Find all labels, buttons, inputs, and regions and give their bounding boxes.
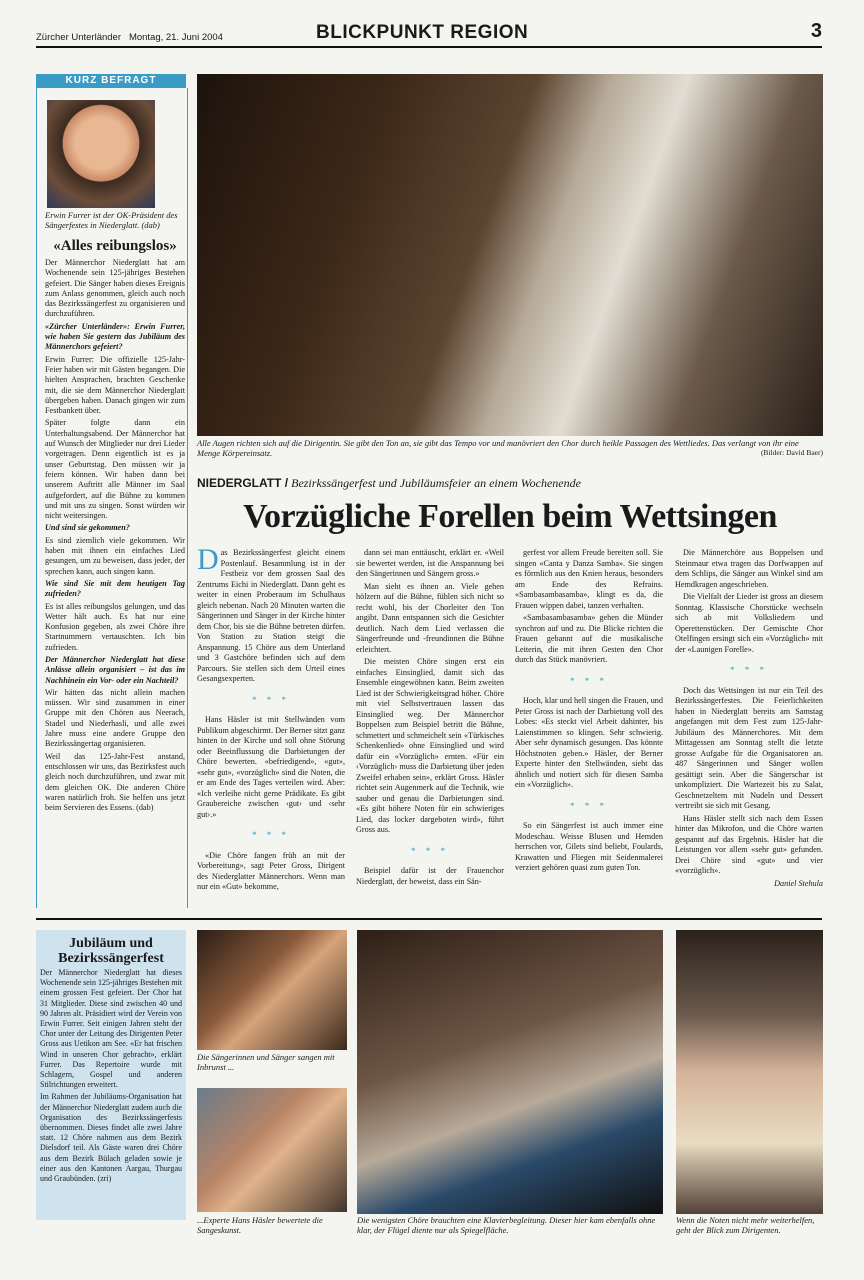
article-col-4 <box>675 548 823 891</box>
interview-answer: Es sind ziemlich viele gekommen. Wir haben mit ihnen ein einfaches Lied gesungen, um zu beweisen, dass jeder, der sprechen kann, auch singen kann. <box>45 535 185 576</box>
article-col-1: Das Bezirkssängerfest gleicht einem Postenlauf. Besammlung ist in der Festbeiz vor dem grossen Saal des Zentrums Eichi in Niederglatt. Dann geht es weiter in einen Proberaum im Schulhaus gleich nebenan. Nach 20 Minuten warten die Sängerinnen und Sänger in der Kirche hinter dem Chor, bis sie die Bühne betreten dürfen. Von Station zu Station steigt die Anspannung. 15 Chöre aus dem Unterland und 3 Gastchöre befinden sich auf dem Parcours. Sie stellen sich dem Urteil eines Gesangsexperten. * * * Hans Häsler ist mit Stellwänden vom Publikum abgeschirmt. Der Berner sitzt ganz hinten in der Kirche und soll ohne Störung oder Beeinflussung die Darbietungen der Chöre bewerten. «befriedigend», «gut», «sehr gut», «vorzüglich» sind die Noten, die er am Ende des Tages verteilen wird. Aber: «Ich verleihe nicht gerne Prädikate. Es gibt Graubereiche zwischen ‹gut› und ‹sehr gut›.» * * * «Die Chöre fangen früh an mit der Vorbereitung», sagt Peter Gross, Dirigent des Niederglatter Männerchors. Wenn man nur ein «Gut» bekomme, <box>197 543 345 891</box>
article-paragraph: «Sambasambasamba» gehen die Münder synchron auf und zu. Die Blicke richten die Frauen gebannt auf die musikalische Leiterin, die mit ihren Gesten den Chor durch das Stück manövriert. <box>515 613 663 664</box>
section-separator <box>36 918 822 920</box>
article-paragraph: Die meisten Chöre singen erst ein einfaches Einsinglied, damit sich das Ensemble eingewöhnen kann. Beim zweiten Lied ist der Schwierigkeitsgrad höher. Chöre mit viel Selbstvertrauen lassen das Einsinglied weg. Der Männerchor Boppelsen zum Beispiel betritt die Bühne, schmettert und schmeichelt sein «Türkisches Schenkenlied» ohne Einsinglied und wird dafür ein «Vorzüglich» ernten. «Für ein ‹Vorzüglich› muss die Darbietung über jeden Zweifel erhaben sein», erklärt Gross. Häsler richtet sein Augenmerk auf die Technik, wie sauber und genau die Darbietungen sind. «Es gibt höhere Noten für ein schwieriges Lied, das locker dargeboten wird», führt Gross aus. <box>356 657 504 834</box>
expert-photo <box>197 1088 347 1212</box>
jubilaeum-box <box>36 930 186 1220</box>
jubilaeum-body <box>36 968 186 1184</box>
interview-title: «Alles reibungslos» <box>53 238 177 254</box>
article-col-3 <box>515 548 663 876</box>
main-photo-caption: Alle Augen richten sich auf die Dirigentin. Sie gibt den Ton an, sie gibt das Tempo vor und manövriert den Chor durch heikle Passagen des Wettliedes. Das verlangt von ihr eine Menge Körpereinsatz. (Bilder: David Baer) <box>197 438 823 458</box>
interview-answer: Der Männerchor Niederglatt hat am Wochenende sein 125-jähriges Bestehen gefeiert. Die Sänger haben dieses Ereignis zum Anlass genommen, gleich auch noch das Bezirkssängerfest zu organisieren und durchzuführen. <box>45 258 185 319</box>
interview-question: Und sind sie gekommen? <box>45 523 130 533</box>
expert-caption: ...Experte Hans Häsler bewertete die Sangeskunst. <box>197 1215 323 1235</box>
kurz-befragt-label: KURZ BEFRAGT <box>36 74 186 88</box>
article-paragraph: So ein Sängerfest ist auch immer eine Modeschau. Weisse Blusen und Hemden herrschen vor, Gilets sind beliebt, Foulards, Krawatten und Fliegen mit Seidenmalerei verziert gehören quasi zum guten Ton. <box>515 821 663 872</box>
article-paragraph: Hans Häsler stellt sich nach dem Essen hinter das Mikrofon, und die Chöre warten gespannt auf das Ergebnis. Häsler hat die Leistungen vor allem «sehr gut» gefunden. Drei Chöre sind «gut» und vier «vorzüglich». <box>675 813 823 875</box>
article-paragraph: gerfest vor allem Freude bereiten soll. Sie singen «Canta y Danza Samba». Sie singen es förmlich aus den Knien heraus, besonders am Ende des Refrains. «Sambasambasamba», klingt es da, die Frauen wippen dabei, tanzen verhalten. <box>515 548 663 610</box>
interview-question: Wie sind Sie mit dem heutigen Tag zufrieden? <box>45 578 185 599</box>
headline: Vorzügliche Forellen beim Wettsingen <box>243 498 777 535</box>
section-title: BLICKPUNKT REGION <box>316 22 529 43</box>
portrait-caption: Erwin Furrer ist der OK-Präsident des Sängerfestes in Niederglatt. (dab) <box>45 210 178 230</box>
page-number: 3 <box>810 20 822 42</box>
jubilaeum-title: Jubiläum und Bezirkssängerfest <box>58 936 164 966</box>
interview-answer: Später folgte dann ein Unterhaltungsabend. Der Männerchor hat auf Wunsch der Mitglieder nur drei Lieder vorgetragen. Denn eigentlich ist es ja unser Geburtstag. Den müssen wir ja feiern können. Wir haben dann bei unserem Auftritt alle Männer im Saal aufgefordert, auf die Bühne zu kommen und mit uns zu singen. Sonst würden wir nicht weitersingen. <box>45 418 185 521</box>
interview-body <box>45 258 185 815</box>
stage-photo <box>357 930 663 1214</box>
source-date: Zürcher Unterländer Montag, 21. Juni 2004 <box>36 32 223 43</box>
interview-answer: Weil das 125-Jahr-Fest anstand, entschlossen wir uns, das Bezirksfest auch gleich noch durchzuführen, und zwar mit dem gleichen OK. Die anderen Chöre waren natürlich froh. Sie helfen uns jetzt beim Servieren des Essens. (dab) <box>45 751 185 813</box>
singers-caption: Die Sängerinnen und Sänger sangen mit Inbrunst ... <box>197 1052 335 1072</box>
article-paragraph: Beispiel dafür ist der Frauenchor Niederglatt, der beweist, dass ein Sän- <box>356 866 504 886</box>
kicker: NIEDERGLATT / Bezirkssängerfest und Jubiläumsfeier an einem Wochenende <box>197 476 581 490</box>
article-paragraph: Man sieht es ihnen an. Viele gehen hölzern auf die Bühne, fühlen sich nicht so recht wohl, bis der Chorleiter den Ton angibt. Dann entspannen sich die Gesichter deutlich. Nach dem Lied verlassen die Sängerfreunde und -freundinnen die Bühne erleichtert. <box>356 581 504 654</box>
article-paragraph: Doch das Wettsingen ist nur ein Teil des Bezirkssängerfestes. Die Feierlichkeiten haben in Niederglatt bereits am Samstag angefangen mit dem Fest zum 125-Jahr-Jubiläum des Männerchores. Mit dem Mittagessen am Sonntag stellt die letzte grosse Aufgabe für die Organisatoren an. 487 Sängerinnen und Sänger wollen gesättigt sein. Aber die Sängerschar ist unkompliziert. Die Wartezeit bis zu Salat, Geschnetzeltem mit Nudeln und Dessert vertreibt sie sich mit Gesang. <box>675 685 823 810</box>
interview-answer: Es ist alles reibungslos gelungen, und das Wetter hält auch. Es hat nur eine Konfusion gegeben, als zwei Chöre ihre Startnummern vertauschten. Ich bin zufrieden. <box>45 601 185 652</box>
interview-answer: Erwin Furrer: Die offizielle 125-Jahr-Feier haben wir mit Gästen begangen. Die hielten Ansprachen, brachten Geschenke mit, die sie dem Männerchor Niederglatt übergeben haben. Danach gingen wir zum Festbankett über. <box>45 354 185 416</box>
stage-caption: Die wenigsten Chöre brauchten eine Klavierbegleitung. Dieser hier kam ebenfalls ohne klar, der Flügel diente nur als Spiegelfläche. <box>357 1215 656 1235</box>
separator-stars: * * * <box>411 845 449 856</box>
singers-photo <box>197 930 347 1050</box>
interview-question: «Zürcher Unterländer»: Erwin Furrer, wie haben Sie gestern das Jubiläum des Männerchors gefeiert? <box>45 321 185 352</box>
page-header <box>36 18 822 48</box>
jubilaeum-paragraph: Im Rahmen der Jubiläums-Organisation hat der Männerchor Niederglatt zudem auch die Organisation des Bezirkssängerfests übernommen. Dieses findet alle zwei Jahre statt. 12 Chöre nahmen aus dem Bezirk Dielsdorf teil. Als Gäste waren drei Chöre aus dem Bezirk Bülach geladen sowie je einer aus den Kantonen Aargau, Thurgau und Graubünden. (zri) <box>40 1092 182 1184</box>
interview-question: Der Männerchor Niederglatt hat diese Anlässe allein organisiert – ist das im Nachhinein ein Vor- oder ein Nachteil? <box>45 654 185 685</box>
jubilaeum-paragraph: Der Männerchor Niederglatt hat dieses Wochenende sein 125-jähriges Bestehen mit einem grossen Fest gefeiert. Der Chor hat 31 Mitglieder. Diese sind zwischen 40 und 90 Jahren alt. Präsidiert wird der Verein von Erwin Furrer. Seit einigen Jahren steht der Chor unter der Leitung des Dirigenten Peter Gross aus Uetikon am See. «Er hat frischen Wind in unseren Chor gebracht», erklärt Furrer. Das Repertoire wurde mit Schlagern, Gospel und anderen Stilrichtungen erweitert. <box>40 968 182 1090</box>
article-body <box>197 543 823 908</box>
old-singer-photo <box>676 930 823 1214</box>
choir-main-photo <box>197 74 823 436</box>
byline: Daniel Stehula <box>774 878 823 888</box>
separator-stars: * * * <box>730 665 768 675</box>
separator-stars: * * * <box>570 800 608 811</box>
old-singer-caption: Wenn die Noten nicht mehr weiterhelfen, geht der Blick zum Dirigenten. <box>676 1215 815 1235</box>
separator-stars: * * * <box>570 675 608 686</box>
article-paragraph: Die Vielfalt der Lieder ist gross an diesem Sonntag. Klassische Chorstücke wechseln sich ab mit Volksliedern und Operettenstücken. Der Gemischte Chor Otelfingen ersingt sich ein «Vorzüglich» mit der «Launigen Forelle». <box>675 592 823 654</box>
article-paragraph: Die Männerchöre aus Boppelsen und Steinmaur etwa tragen das Dorfwappen auf dem Schlips, die Sänger aus Winkel sind am Hemdkragen angeschrieben. <box>675 548 823 589</box>
article-paragraph: Hoch, klar und hell singen die Frauen, und Peter Gross ist nach der Darbietung voll des Lobes: «Es steckt viel Arbeit dahinter, bis Laienstimmen so klingen. Sehr schwierig. Aber sehr dynamisch gesungen. Das könnte Höchstnoten geben.» Häsler, der Berner Experte hinter den Stellwänden, sieht das ähnlich und notiert sich für diesen Samba ein «Vorzüglich». <box>515 696 663 789</box>
interview-column <box>36 88 188 908</box>
portrait-photo <box>47 100 155 208</box>
article-col-2 <box>356 548 504 889</box>
interview-answer: Wir hätten das nicht allein machen müssen. Wir sind zusammen in einer Gruppe mit den Chören aus Neerach, Stadel und Niederhasli, und alle zwei Jahre muss eine andere Gruppe den Bezirkssängertag organisieren. <box>45 687 185 749</box>
article-paragraph: dann sei man enttäuscht, erklärt er. «Weil sie bewertet werden, ist die Anspannung bei den Sängerinnen und Sängern gross.» <box>356 548 504 578</box>
